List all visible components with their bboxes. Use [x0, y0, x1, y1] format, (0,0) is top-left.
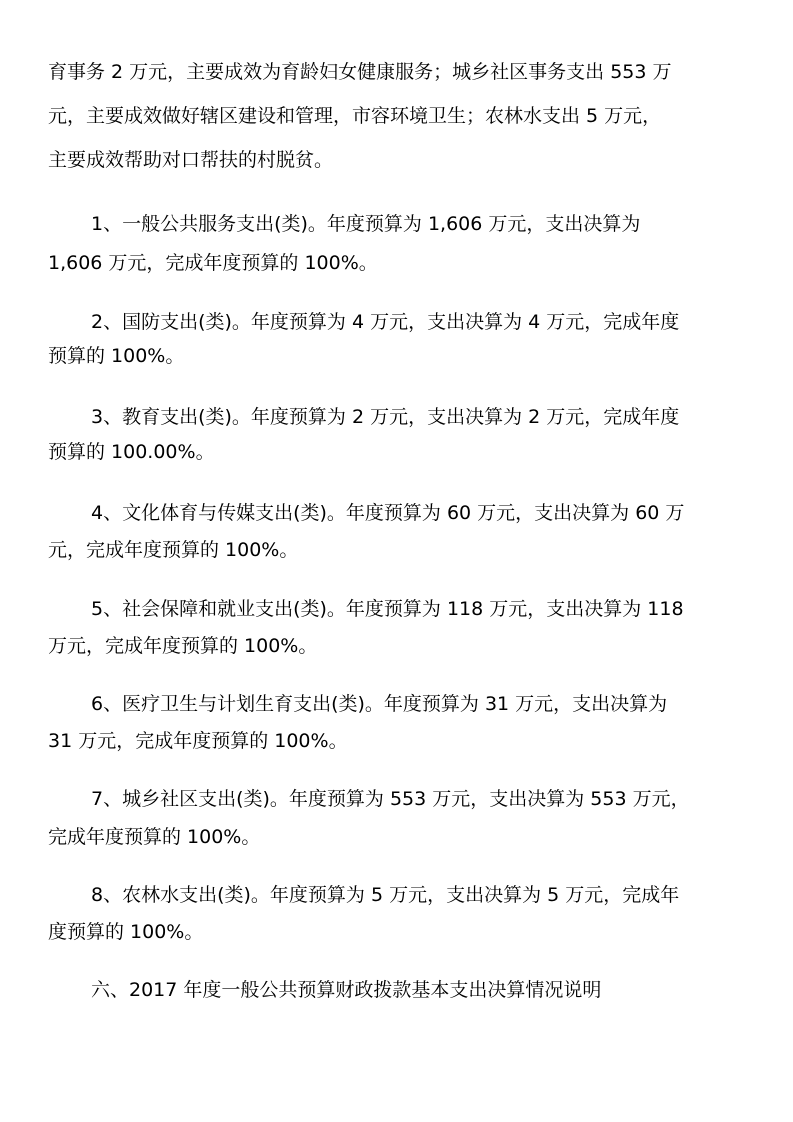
- item-6-line-1: 6、医疗卫生与计划生育支出(类)。年度预算为 31 万元，支出决算为: [91, 693, 668, 715]
- item-2-line-1: 2、国防支出(类)。年度预算为 4 万元，支出决算为 4 万元，完成年度: [91, 311, 680, 333]
- item-4-line-2: 元，完成年度预算的 100%。: [48, 539, 299, 561]
- item-8-line-2: 度预算的 100%。: [48, 921, 204, 943]
- intro-line-2: 元，主要成效做好辖区建设和管理，市容环境卫生；农林水支出 5 万元，: [48, 105, 662, 127]
- intro-line-3: 主要成效帮助对口帮扶的村脱贫。: [48, 149, 334, 171]
- item-5-line-2: 万元，完成年度预算的 100%。: [48, 635, 318, 657]
- item-7-line-1: 7、城乡社区支出(类)。年度预算为 553 万元，支出决算为 553 万元，: [91, 788, 690, 810]
- item-1-line-1: 1、一般公共服务支出(类)。年度预算为 1,606 万元，支出决算为: [91, 213, 641, 235]
- item-2-line-2: 预算的 100%。: [48, 345, 185, 367]
- item-4-line-1: 4、文化体育与传媒支出(类)。年度预算为 60 万元，支出决算为 60 万: [91, 502, 685, 524]
- item-7-line-2: 完成年度预算的 100%。: [48, 826, 261, 848]
- item-3-line-2: 预算的 100.00%。: [48, 441, 215, 463]
- item-1-line-2: 1,606 万元，完成年度预算的 100%。: [48, 252, 378, 274]
- intro-line-1: 育事务 2 万元，主要成效为育龄妇女健康服务；城乡社区事务支出 553 万: [48, 61, 672, 83]
- item-3-line-1: 3、教育支出(类)。年度预算为 2 万元，支出决算为 2 万元，完成年度: [91, 406, 680, 428]
- section-heading: 六、2017 年度一般公共预算财政拨款基本支出决算情况说明: [91, 979, 602, 1001]
- item-5-line-1: 5、社会保障和就业支出(类)。年度预算为 118 万元，支出决算为 118: [91, 598, 684, 620]
- item-8-line-1: 8、农林水支出(类)。年度预算为 5 万元，支出决算为 5 万元，完成年: [91, 884, 680, 906]
- item-6-line-2: 31 万元，完成年度预算的 100%。: [48, 730, 348, 752]
